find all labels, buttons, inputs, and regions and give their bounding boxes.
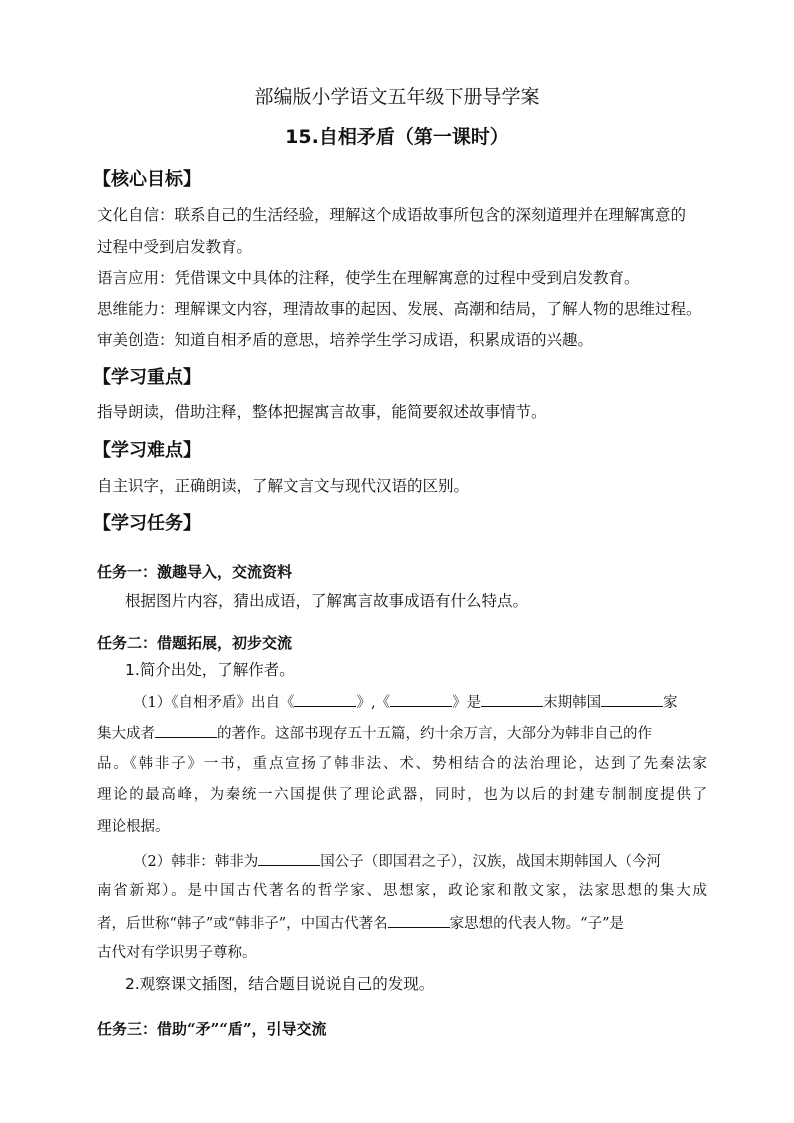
fill-blank[interactable] — [155, 725, 217, 738]
lesson-title: 15.自相矛盾（第一课时） — [285, 126, 509, 148]
fill-blank[interactable] — [294, 694, 356, 707]
author-paragraph-line4: 古代对有学识男子尊称。 — [97, 945, 257, 961]
source-paragraph-line4: 理论的最高峰，为秦统一六国提供了理论武器，同时，也为以后的封建专制制度提供了 — [97, 787, 707, 803]
goal-culture-line2: 过程中受到启发教育。 — [97, 238, 253, 256]
key-points-text: 指导朗读，借助注释，整体把握寓言故事，能简要叙述故事情节。 — [97, 403, 547, 421]
tasks-heading: 【学习任务】 — [93, 513, 201, 534]
document-title: 部编版小学语文五年级下册导学案 — [254, 86, 540, 108]
task2-item2: 2.观察课文插图，结合题目说说自己的发现。 — [125, 975, 435, 993]
difficulty-text: 自主识字，正确朗读，了解文言文与现代汉语的区别。 — [97, 477, 470, 495]
source-paragraph-line3: 品。《韩非子》一书，重点宣扬了韩非法、术、势相结合的法治理论，达到了先秦法家 — [97, 756, 707, 772]
key-points-heading: 【学习重点】 — [93, 367, 201, 388]
fill-blank[interactable] — [390, 694, 452, 707]
goal-aesthetic: 审美创造：知道自相矛盾的意思，培养学生学习成语，积累成语的兴趣。 — [97, 331, 594, 349]
fill-blank[interactable] — [481, 694, 543, 707]
task1-text: 根据图片内容，猜出成语，了解寓言故事成语有什么特点。 — [125, 592, 529, 610]
fill-blank[interactable] — [388, 915, 450, 928]
author-paragraph-line1: （2）韩非：韩非为 国公子（即国君之子），汉族，战国末期韩国人（今河 — [133, 854, 661, 870]
core-goals-heading: 【核心目标】 — [93, 169, 201, 190]
goal-culture-line1: 文化自信：联系自己的生活经验，理解这个成语故事所包含的深刻道理并在理解寓意的 — [97, 206, 687, 224]
author-paragraph-line2: 南省新郑）。是中国古代著名的哲学家、思想家，政论家和散文家，法家思想的集大成 — [97, 883, 707, 899]
difficulty-heading: 【学习难点】 — [93, 440, 201, 461]
task3-title: 任务三：借助“矛”“盾”，引导交流 — [97, 1020, 327, 1038]
task2-item1: 1.简介出处，了解作者。 — [125, 661, 295, 679]
fill-blank[interactable] — [601, 694, 663, 707]
source-paragraph-line1: （1）《自相矛盾》出自《 》,《 》是 末期韩国 家 — [133, 695, 678, 711]
task2-title: 任务二：借题拓展，初步交流 — [97, 634, 293, 652]
source-paragraph-line5: 理论根据。 — [97, 819, 170, 835]
goal-thinking: 思维能力：理解课文内容，理清故事的起因、发展、高潮和结局，了解人物的思维过程。 — [97, 300, 702, 318]
fill-blank[interactable] — [258, 853, 320, 866]
goal-language: 语言应用：凭借课文中具体的注释，使学生在理解寓意的过程中受到启发教育。 — [97, 269, 640, 287]
source-paragraph-line2: 集大成者 的著作。这部书现存五十五篇，约十余万言，大部分为韩非自己的作 — [97, 726, 652, 742]
author-paragraph-line3: 者，后世称“韩子”或“韩非子”，中国古代著名 家思想的代表人物。“子”是 — [97, 916, 624, 932]
task1-title: 任务一：激趣导入，交流资料 — [97, 563, 293, 581]
